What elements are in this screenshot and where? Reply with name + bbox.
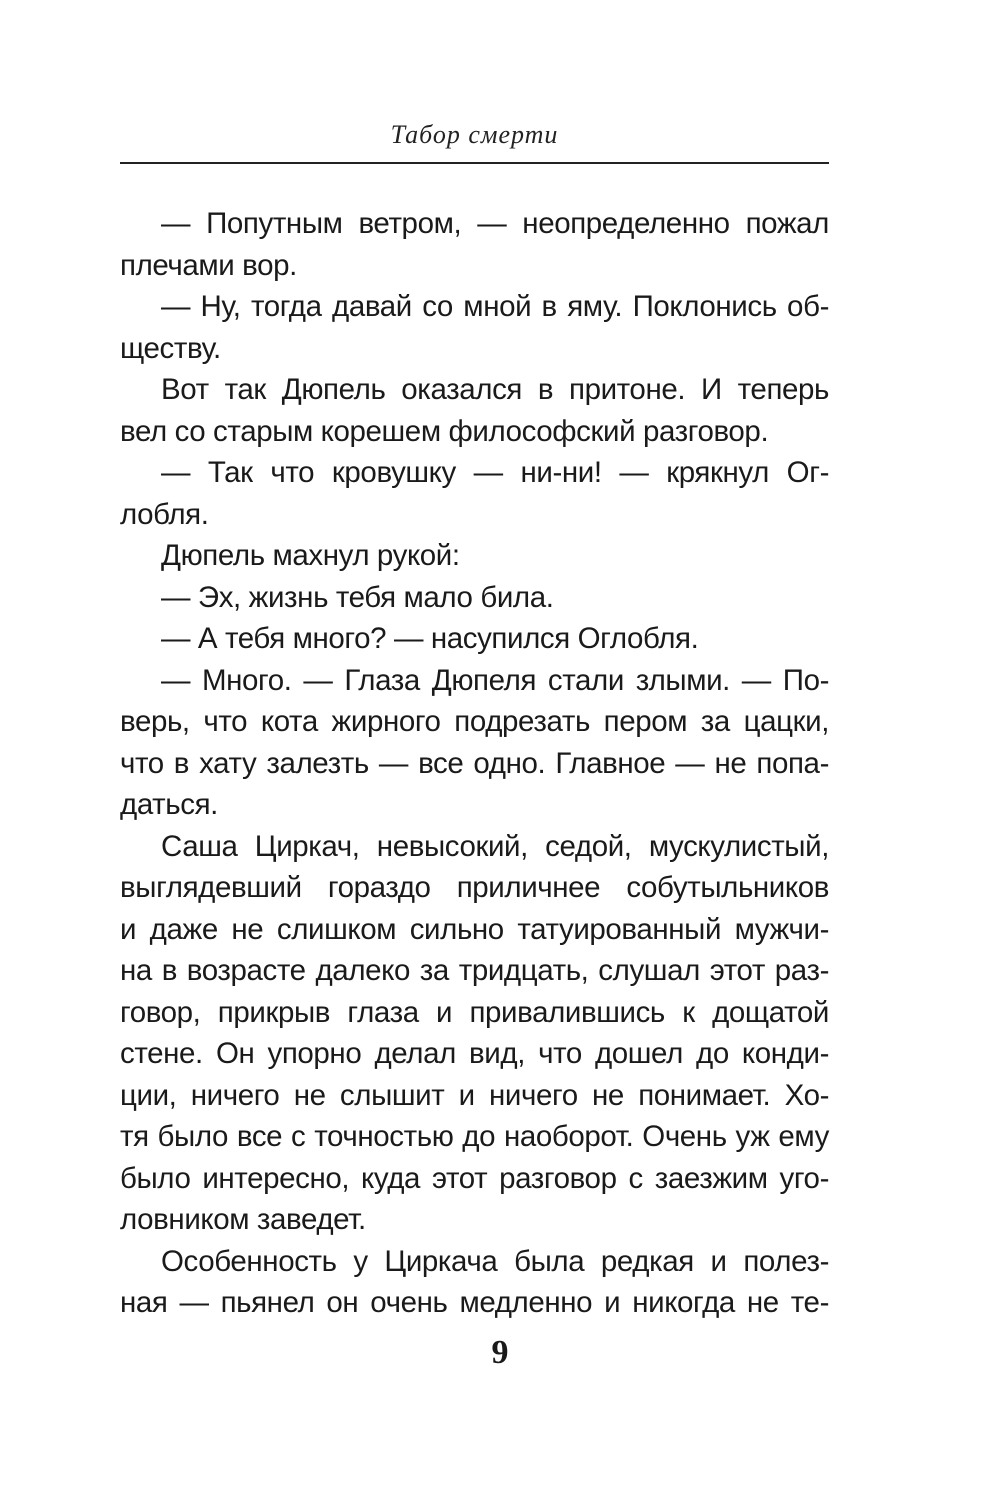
text-line: верь, что кота жирного подрезать пером за цацки,	[120, 705, 829, 738]
body-text	[120, 203, 829, 1324]
text-line: даться.	[120, 788, 218, 821]
text-line: и даже не слишком сильно татуированный мужчи-	[120, 912, 829, 946]
text-line: тя было все с точностью до наоборот. Очень уж ему	[120, 1120, 829, 1153]
text-line: выглядевший гораздо приличнее собутыльников	[120, 871, 829, 904]
text-line: — Попутным ветром, — неопределенно пожал	[161, 207, 829, 240]
text-line: на в возрасте далеко за тридцать, слушал этот раз-	[120, 954, 829, 987]
text-line: ловником заведет.	[120, 1203, 366, 1236]
text-line: стене. Он упорно делал вид, что дошел до конди-	[120, 1037, 829, 1070]
text-line: — Так что кровушку — ни-ни! — крякнул Ог-	[161, 456, 829, 489]
text-line: лобля.	[120, 497, 209, 531]
text-line: ществу.	[120, 331, 221, 365]
text-line: Вот так Дюпель оказался в притоне. И теперь	[161, 373, 829, 406]
text-line: — А тебя много? — насупился Оглобля.	[161, 622, 699, 655]
text-line: ная — пьянел он очень медленно и никогда не те-	[120, 1286, 829, 1319]
text-line: Дюпель махнул рукой:	[161, 539, 460, 572]
text-line: — Эх, жизнь тебя мало била.	[161, 580, 554, 614]
header-rule	[120, 162, 829, 164]
text-line: — Ну, тогда давай со мной в яму. Поклонись об-	[161, 290, 829, 323]
text-line: вел со старым корешем философский разговор.	[120, 414, 769, 448]
text-line: Саша Циркач, невысокий, седой, мускулистый,	[161, 829, 829, 863]
text-line: говор, прикрыв глаза и привалившись к дощатой	[120, 995, 829, 1029]
text-line: — Много. — Глаза Дюпеля стали злыми. — По-	[161, 663, 829, 697]
text-line: было интересно, куда этот разговор с заезжим уго-	[120, 1161, 829, 1195]
text-line: что в хату залезть — все одно. Главное — не попа-	[120, 746, 829, 780]
text-line: плечами вор.	[120, 248, 297, 282]
running-head-title: Табор смерти	[390, 120, 559, 149]
text-line: ции, ничего не слышит и ничего не понимает. Хо-	[120, 1078, 829, 1112]
text-line: Особенность у Циркача была редкая и полез-	[161, 1244, 829, 1278]
page-number: 9	[491, 1334, 509, 1371]
